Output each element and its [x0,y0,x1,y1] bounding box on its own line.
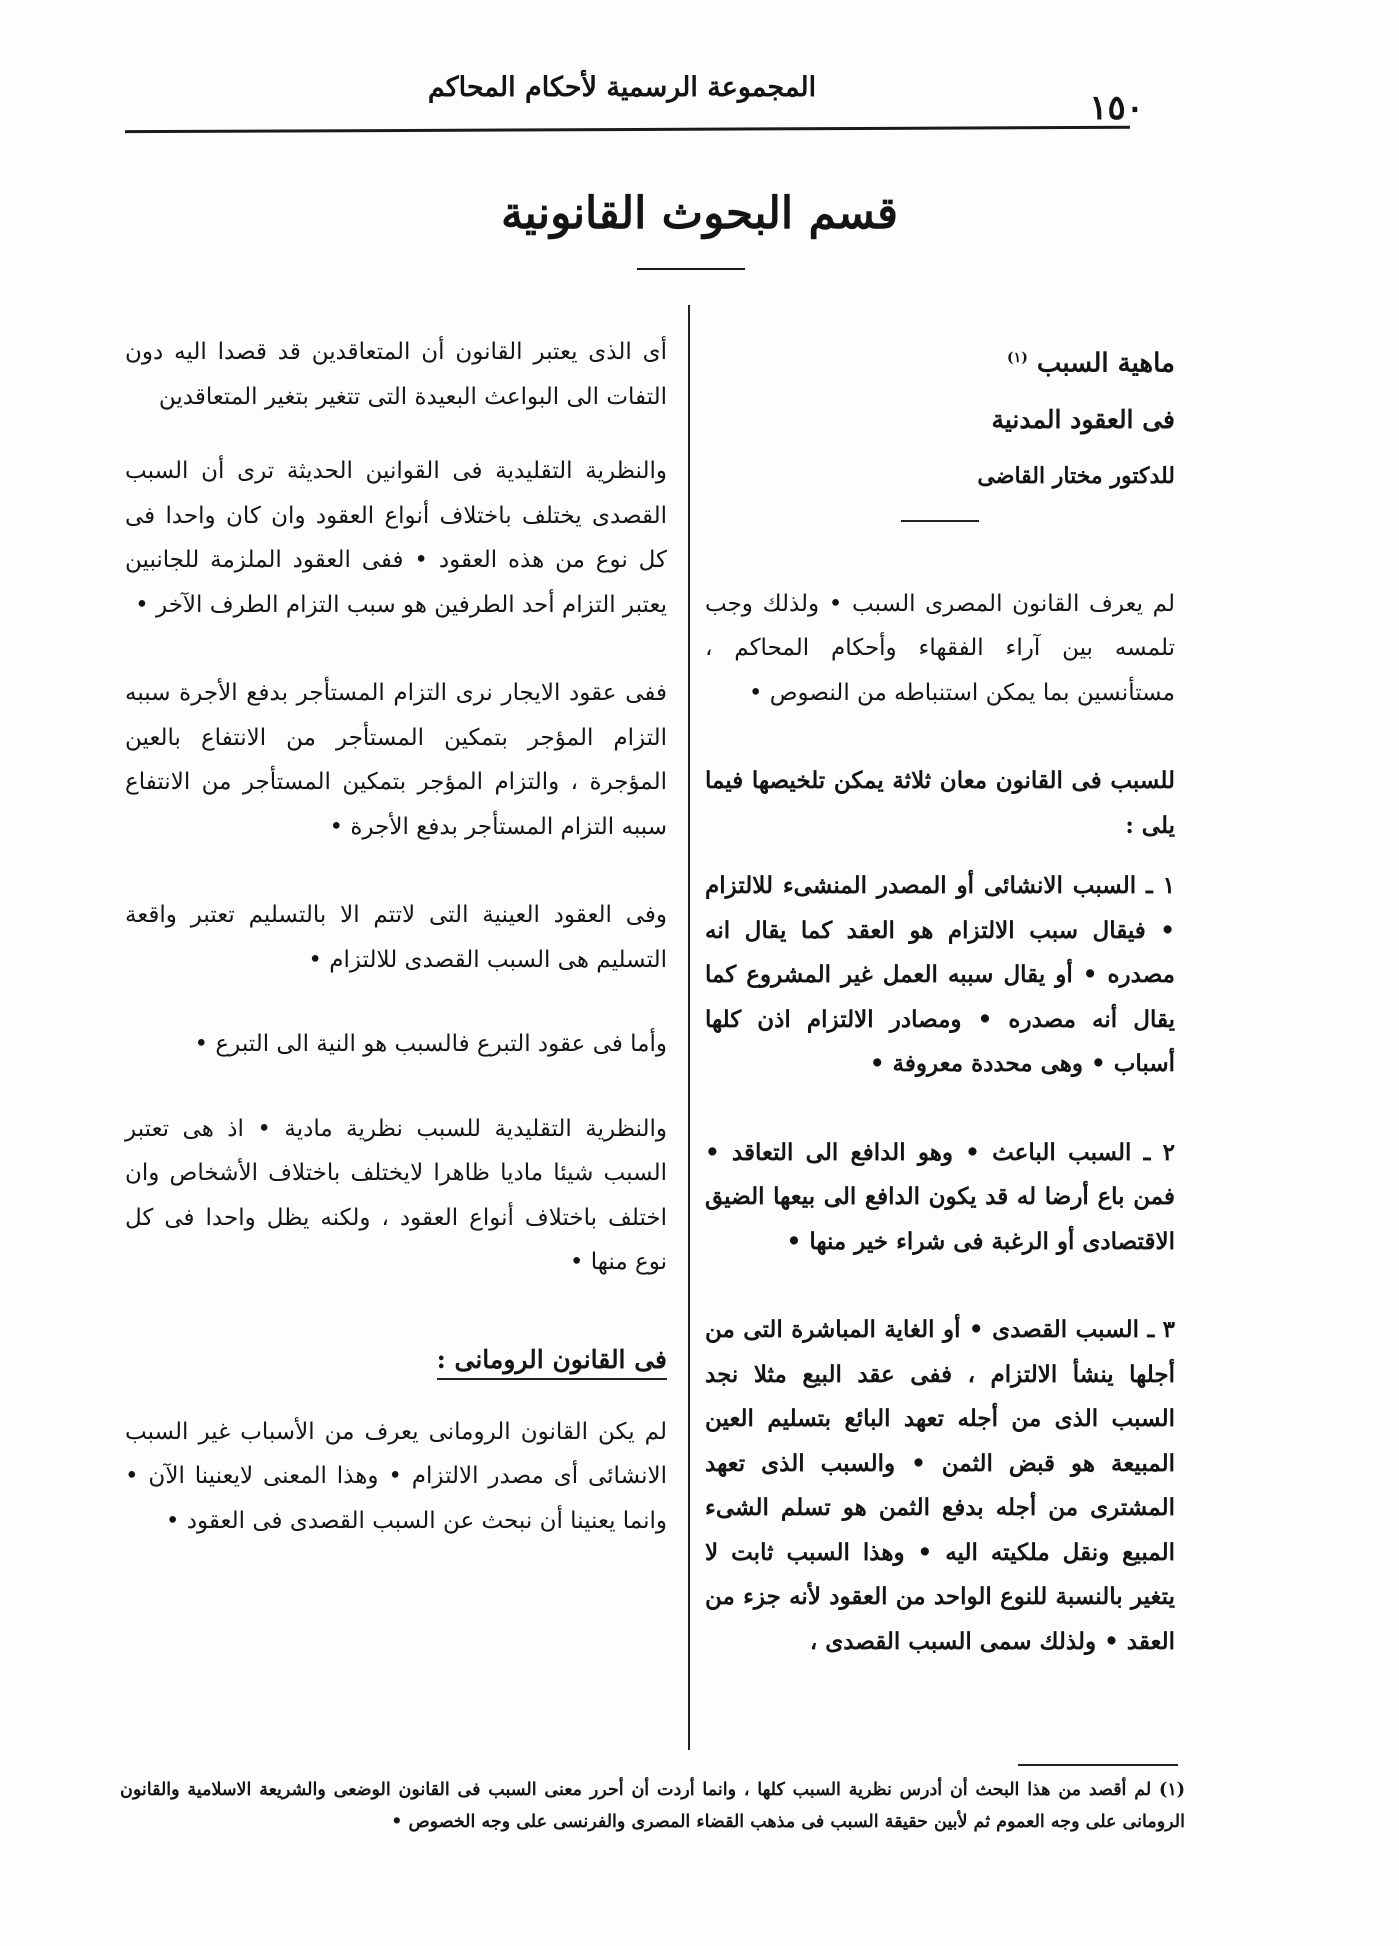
article-author: للدكتور مختار القاضى [977,462,1175,489]
running-title: المجموعة الرسمية لأحكام المحاكم [427,72,817,103]
author-rule [901,520,979,522]
footnote-reference: (١) [1007,350,1028,366]
running-header [125,72,1119,122]
left-column [125,330,667,1543]
paragraph-meanings-intro: للسبب فى القانون معان ثلاثة يمكن تلخيصها فيما يلى : [705,767,1175,839]
roman-law-heading: فى القانون الرومانى : [437,1345,667,1380]
footnote-marker: (١) [1159,1780,1186,1800]
paragraph-continuation: أى الذى يعتبر القانون أن المتعاقدين قد قصدا اليه دون التفات الى البواعث البعيدة التى تتغير بتغير المتعاقدين [125,339,667,410]
paragraph-roman-law: لم يكن القانون الرومانى يعرف من الأسباب غير السبب الانشائى أى مصدر الالتزام • وهذا المعنى لايعنينا الآن • وانما يعنينا أن نبحث عن السبب القصدى فى العقود • [125,1418,667,1534]
footnote [120,1774,1185,1838]
paragraph-material-theory: والنظرية التقليدية للسبب نظرية مادية • اذ هى تعتبر السبب شيئا ماديا ظاهرا لايختلف باختلاف الأشخاص وان اختلف باختلاف أنواع العقود ، ولكنه يظل واحدا فى كل نوع منها • [125,1115,667,1275]
paragraph-meaning-3: ٣ ـ السبب القصدى • أو الغاية المباشرة التى من أجلها ينشأ الالتزام ، ففى عقد البيع مثلا نجد السبب الذى من أجله تعهد البائع بتسليم العين المبيعة هو قبض الثمن • والسبب الذى تعهد المشترى من أجله بدفع الثمن هو تسلم الشىء المبيع ونقل ملكيته اليه • وهذا السبب ثابت لا يتغير بالنسبة للنوع الواحد من العقود لأنه جزء من العقد • ولذلك سمى السبب القصدى ، [705,1316,1175,1655]
roman-law-heading-wrap [125,1345,667,1380]
section-heading: قسم البحوث القانونية [500,188,899,239]
footnote-rule [1018,1764,1178,1766]
paragraph-real-contracts: وفى العقود العينية التى لاتتم الا بالتسليم تعتبر واقعة التسليم هى السبب القصدى للالتزام • [125,902,667,973]
paragraph-donation-contracts: وأما فى عقود التبرع فالسبب هو النية الى التبرع • [194,1031,667,1057]
article-title [705,330,1175,392]
paragraph-intro: لم يعرف القانون المصرى السبب • ولذلك وجب تلمسه بين آراء الفقهاء وأحكام المحاكم ، مستأنسين بما يمكن استنباطه من النصوص • [705,590,1175,706]
article-title-text: ماهية السبب [1036,348,1175,379]
paragraph-lease-contracts: ففى عقود الايجار نرى التزام المستأجر بدفع الأجرة سببه التزام المؤجر بتمكين المستأجر من الانتفاع بالعين المؤجرة ، والتزام المؤجر بتمكين المستأجر من الانتفاع سببه التزام المستأجر بدفع الأجرة • [125,680,667,840]
header-rule [125,126,1130,133]
section-rule [637,268,745,270]
paragraph-meaning-2: ٢ ـ السبب الباعث • وهو الدافع الى التعاقد • فمن باع أرضا له قد يكون الدافع الى بيعها الضيق الاقتصادى أو الرغبة فى شراء خير منها • [705,1138,1175,1255]
paragraph-meaning-1: ١ ـ السبب الانشائى أو المصدر المنشىء للالتزام • فيقال سبب الالتزام هو العقد كما يقال انه مصدره • أو يقال سببه العمل غير المشروع كما يقال أنه مصدره • ومصادر الالتزام اذن كلها أسباب • وهى محددة معروفة • [705,872,1175,1078]
article-subtitle: فى العقود المدنية [991,404,1175,434]
column-divider [688,305,690,1750]
page-number: ١٥٠ [1089,88,1144,128]
right-column [705,330,1175,1664]
footnote-text: لم أقصد من هذا البحث أن أدرس نظرية السبب كلها ، وانما أردت أن أحرر معنى السبب فى القانون الوضعى والشريعة الاسلامية والقانون الرومانى على وجه العموم ثم لأبين حقيقة السبب فى مذهب القضاء المصرى والفرنسى على وجه الخصوص • [120,1780,1185,1832]
paragraph-traditional-theory: والنظرية التقليدية فى القوانين الحديثة ترى أن السبب القصدى يختلف باختلاف أنواع العقود وان كان واحدا فى كل نوع من هذه العقود • ففى العقود الملزمة للجانبين يعتبر التزام أحد الطرفين هو سبب التزام الطرف الآخر • [125,458,667,618]
